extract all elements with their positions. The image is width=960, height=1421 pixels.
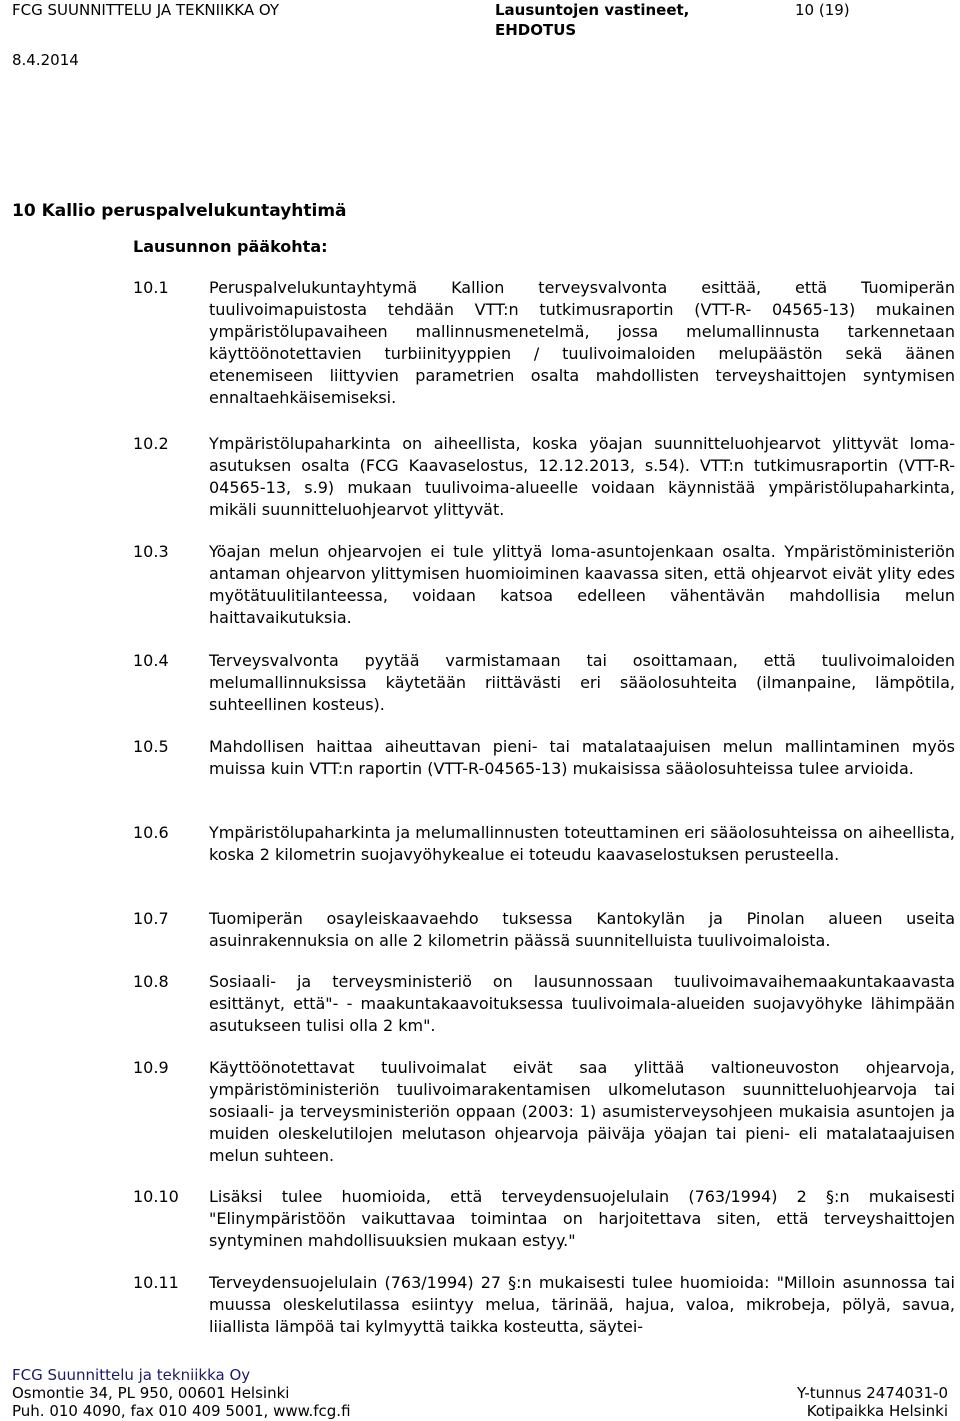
list-item — [133, 1272, 955, 1338]
item-number: 10.11 — [133, 1273, 179, 1292]
footer-address: Osmontie 34, PL 950, 00601 Helsinki — [12, 1384, 290, 1402]
header-organization: FCG SUUNNITTELU JA TEKNIIKKA OY — [12, 1, 280, 19]
item-text: Yöajan melun ohjearvojen ei tule ylittyä loma-asuntojenkaan osalta. Ympäristöministeriön antaman ohjearvon ylittymisen huomioiminen kaavassa siten, että ohjearvot eivät ylity edes myötätuulitilanteessa, voidaan katsoa edelleen vähentävän mahdollisia melun haittavaikutuksia. — [209, 542, 955, 627]
list-item — [133, 433, 955, 521]
item-text: Sosiaali- ja terveysministeriö on lausunnossaan tuulivoimavaihemaakuntakaavasta esittänyt, että"- - maakuntakaavoituksessa tuulivoimala-alueiden suojavyöhyke lähimpään asutukseen tulisi olla 2 km". — [209, 972, 955, 1035]
item-number: 10.7 — [133, 909, 169, 928]
item-text: Mahdollisen haittaa aiheuttavan pieni- tai matalataajuisen melun mallintaminen myös muissa kuin VTT:n raportin (VTT-R-04565-13) mukaisissa sääolosuhteissa tulee arvioida. — [209, 737, 955, 778]
header-date: 8.4.2014 — [12, 51, 79, 69]
list-item — [133, 277, 955, 409]
section-title: 10 Kallio peruspalvelukuntayhtimä — [12, 201, 347, 221]
item-number: 10.4 — [133, 651, 169, 670]
item-number: 10.9 — [133, 1058, 169, 1077]
list-item — [133, 822, 955, 866]
footer-phone: Puh. 010 4090, fax 010 409 5001, www.fcg.fi — [12, 1402, 351, 1420]
list-item — [133, 908, 955, 952]
item-text: Käyttöönotettavat tuulivoimalat eivät saa ylittää valtioneuvoston ohjearvoja, ympäristöministeriön tuulivoimarakentamisen ulkomelutason suunnitteluohjearvoja tai sosiaali- ja terveysministeriön oppaan (2003: 1) asumisterveysohjeen mukaisia asuntojen ja muiden oleskelutilojen melutason ohjearvoja päiväja yöajan tai pieni- eli matalataajuisen melun suhteen. — [209, 1058, 955, 1165]
list-item — [133, 1186, 955, 1252]
section-subtitle: Lausunnon pääkohta: — [133, 237, 328, 256]
item-number: 10.6 — [133, 823, 169, 842]
item-number: 10.2 — [133, 434, 169, 453]
list-item — [133, 650, 955, 716]
footer-contact-line — [12, 1402, 948, 1420]
footer-address-line — [12, 1384, 948, 1402]
list-item — [133, 541, 955, 629]
footer-business-id: Y-tunnus 2474031-0 — [796, 1384, 948, 1402]
item-number: 10.5 — [133, 737, 169, 756]
item-number: 10.1 — [133, 278, 169, 297]
item-number: 10.3 — [133, 542, 169, 561]
list-item — [133, 971, 955, 1037]
item-text: Terveydensuojelulain (763/1994) 27 §:n mukaisesti tulee huomioida: "Milloin asunnossa tai muussa oleskelutilassa esiintyy melua, tärinää, hajua, valoa, mikrobeja, pölyä, savua, liiallista lämpöä tai kylmyyttä taikka kosteutta, säytei- — [209, 1273, 955, 1336]
item-text: Peruspalvelukuntayhtymä Kallion terveysvalvonta esittää, että Tuomiperän tuulivoimapuistosta tehdään VTT:n tutkimusraportin (VTT-R- 04565-13) mukainen ympäristölupavaiheen mallinnusmenetelmä, jossa melumallinnusta tarkennetaan käyttöönotettavien turbiinityyppien / tuulivoimaloiden melupäästön sekä äänen etenemiseen liittyvien parametrien osalta mahdollisten terveyshaittojen syntymisen ennaltaehkäisemiseksi. — [209, 278, 955, 407]
item-text: Ympäristölupaharkinta on aiheellista, koska yöajan suunnitteluohjearvot ylittyvät loma-asutuksen osalta (FCG Kaavaselostus, 12.12.2013, s.54). VTT:n tutkimusraportin (VTT-R-04565-13, s.9) mukaan tuulivoima-alueelle voidaan käynnistää ympäristölupaharkinta, mikäli suunnitteluohjearvot ylittyvät. — [209, 434, 955, 519]
item-number: 10.8 — [133, 972, 169, 991]
item-text: Terveysvalvonta pyytää varmistamaan tai osoittamaan, että tuulivoimaloiden melumallinnuksissa käytetään riittävästi eri sääolosuhteita (ilmanpaine, lämpötila, suhteellinen kosteus). — [209, 651, 955, 714]
item-number: 10.10 — [133, 1187, 179, 1206]
header-title-line2: EHDOTUS — [495, 21, 577, 39]
list-item — [133, 1057, 955, 1167]
footer-domicile: Kotipaikka Helsinki — [806, 1402, 948, 1420]
item-text: Lisäksi tulee huomioida, että terveydensuojelulain (763/1994) 2 §:n mukaisesti "Elinympäristöön vaikuttavaa toimintaa on harjoitettava siten, että terveyshaittojen syntyminen mahdollisuuksien mukaan estyy." — [209, 1187, 955, 1250]
list-item — [133, 736, 955, 780]
item-text: Tuomiperän osayleiskaavaehdo tuksessa Kantokylän ja Pinolan alueen useita asuinrakennuksia on alle 2 kilometrin päässä suunnitelluista tuulivoimaloista. — [209, 909, 955, 950]
header-document-title — [495, 0, 689, 40]
header-page-number: 10 (19) — [795, 1, 850, 19]
item-text: Ympäristölupaharkinta ja melumallinnusten toteuttaminen eri sääolosuhteissa on aiheellista, koska 2 kilometrin suojavyöhykealue ei toteudu kaavaselostuksen perusteella. — [209, 823, 955, 864]
header-title-line1: Lausuntojen vastineet, — [495, 1, 690, 19]
footer-company: FCG Suunnittelu ja tekniikka Oy — [12, 1366, 251, 1384]
